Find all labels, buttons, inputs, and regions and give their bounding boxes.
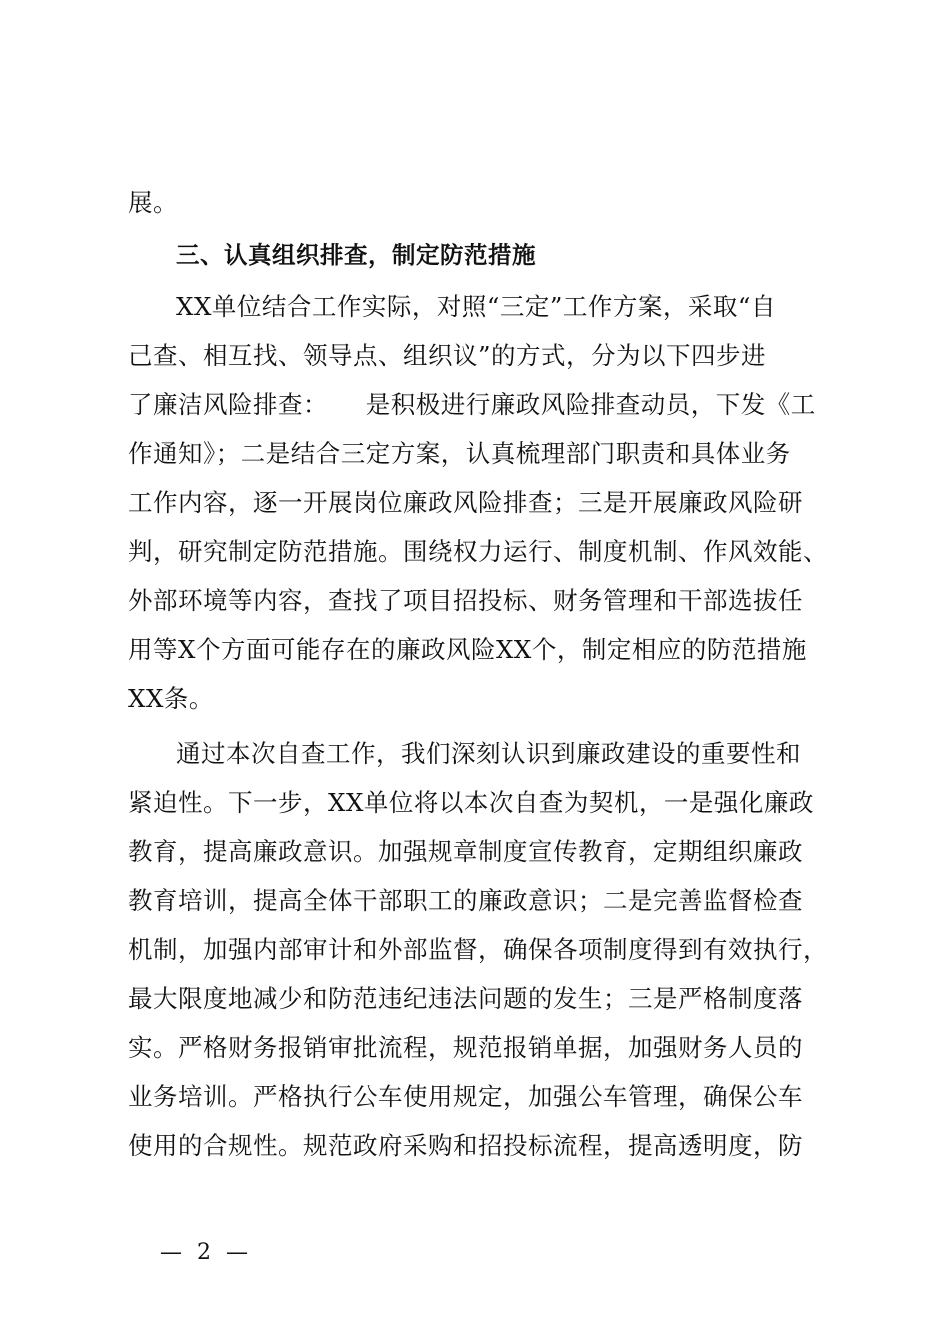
body-text-line: 业务培训。严格执行公车使用规定，加强公车管理，确保公车 (128, 1082, 803, 1111)
body-text-line: 作通知》；二是结合三定方案，认真梳理部门职责和具体业务 (128, 439, 791, 468)
body-text-line: 己查、相互找、领导点、组织议”的方式，分为以下四步进 (128, 341, 767, 370)
body-text-line: 紧迫性。下一步，XX单位将以本次自查为契机，一是强化廉政 (128, 788, 814, 817)
body-text-line: 了廉洁风险排查： 是积极进行廉政风险排查动员，下发《工 (128, 390, 816, 419)
body-text-line: XX条。 (128, 684, 214, 713)
body-text-line: 机制，加强内部审计和外部监督，确保各项制度得到有效执行， (128, 935, 828, 964)
body-text-line: XX单位结合工作实际，对照“三定”工作方案，采取“自 (176, 292, 776, 321)
section-heading: 三、认真组织排查，制定防范措施 (176, 241, 536, 269)
body-text-line: 最大限度地减少和防范违纪违法问题的发生；三是严格制度落 (128, 984, 803, 1013)
body-text-line: 实。严格财务报销审批流程，规范报销单据，加强财务人员的 (128, 1033, 803, 1062)
body-text-line: 使用的合规性。规范政府采购和招投标流程，提高透明度，防 (128, 1131, 803, 1160)
body-text-line: 教育，提高廉政意识。加强规章制度宣传教育，定期组织廉政 (128, 837, 803, 866)
body-text-line: 通过本次自查工作，我们深刻认识到廉政建设的重要性和 (176, 739, 801, 768)
body-text-line: 外部环境等内容，查找了项目招投标、财务管理和干部选拔任 (128, 586, 803, 615)
body-text-line: 用等X个方面可能存在的廉政风险XX个，制定相应的防范措施 (128, 635, 807, 664)
body-text-line: 教育培训，提高全体干部职工的廉政意识；二是完善监督检查 (128, 886, 803, 915)
body-text-line: 展。 (128, 188, 178, 217)
body-text-line: 判，研究制定防范措施。围绕权力运行、制度机制、作风效能、 (128, 537, 828, 566)
page-number: — 2 — (160, 1240, 252, 1265)
body-text-line: 工作内容，逐一开展岗位廉政风险排查；三是开展廉政风险研 (128, 488, 803, 517)
